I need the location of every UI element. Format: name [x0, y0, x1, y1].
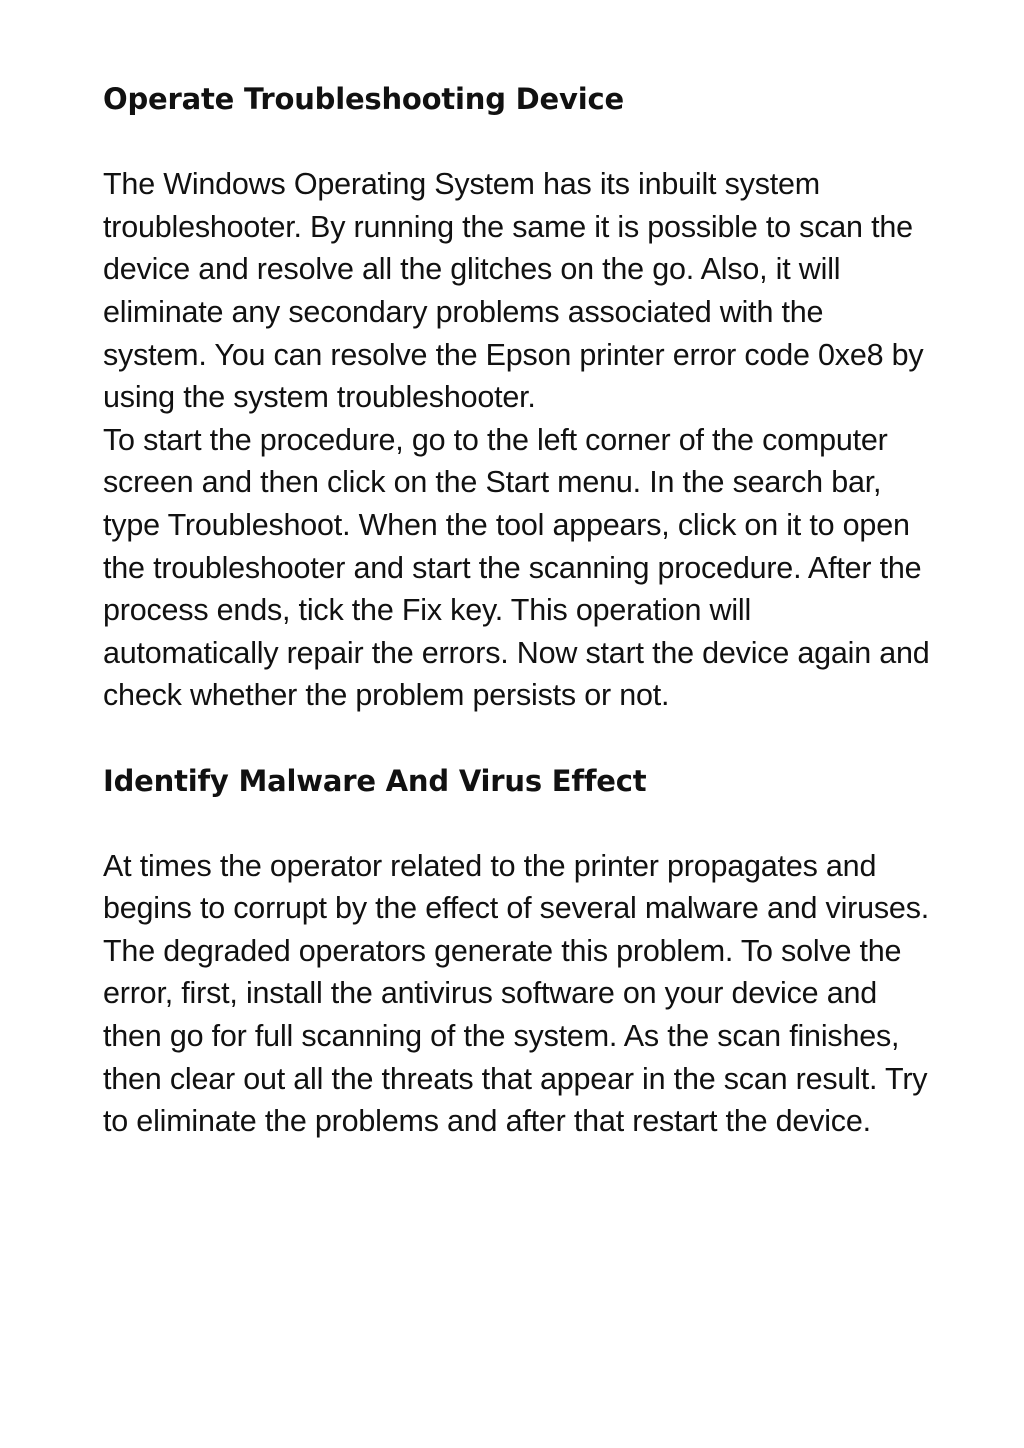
section-body-troubleshooting: [103, 163, 933, 717]
section-heading-troubleshooting: Operate Troubleshooting Device: [103, 82, 624, 116]
paragraph: To start the procedure, go to the left corner of the computer screen and then click on the Start menu. In the search bar, type Troubleshoot. When the tool appears, click on it to open the troubleshooter and start the scanning procedure. After the process ends, tick the Fix key. This operation will automatically repair the errors. Now start the device again and check whether the problem persists or not.: [103, 422, 930, 713]
document-body: [103, 78, 933, 1143]
spacer: [103, 121, 933, 164]
paragraph: At times the operator related to the printer propagates and begins to corrupt by the effect of several malware and viruses. The degraded operators generate this problem. To solve the error, first, install the antivirus software on your device and then go for full scanning of the system. As the scan finishes, then clear out all the threats that appear in the scan result. Try to eliminate the problems and after that restart the device.: [103, 848, 930, 1139]
spacer: [103, 717, 933, 760]
paragraph: The Windows Operating System has its inbuilt system troubleshooter. By running the same it is possible to scan the device and resolve all the glitches on the go. Also, it will eliminate any secondary problems associated with the system. You can resolve the Epson printer error code 0xe8 by using the system troubleshooter.: [103, 167, 924, 415]
section-heading-malware: Identify Malware And Virus Effect: [103, 763, 647, 798]
section-body-malware: [103, 845, 933, 1143]
spacer: [103, 802, 933, 845]
